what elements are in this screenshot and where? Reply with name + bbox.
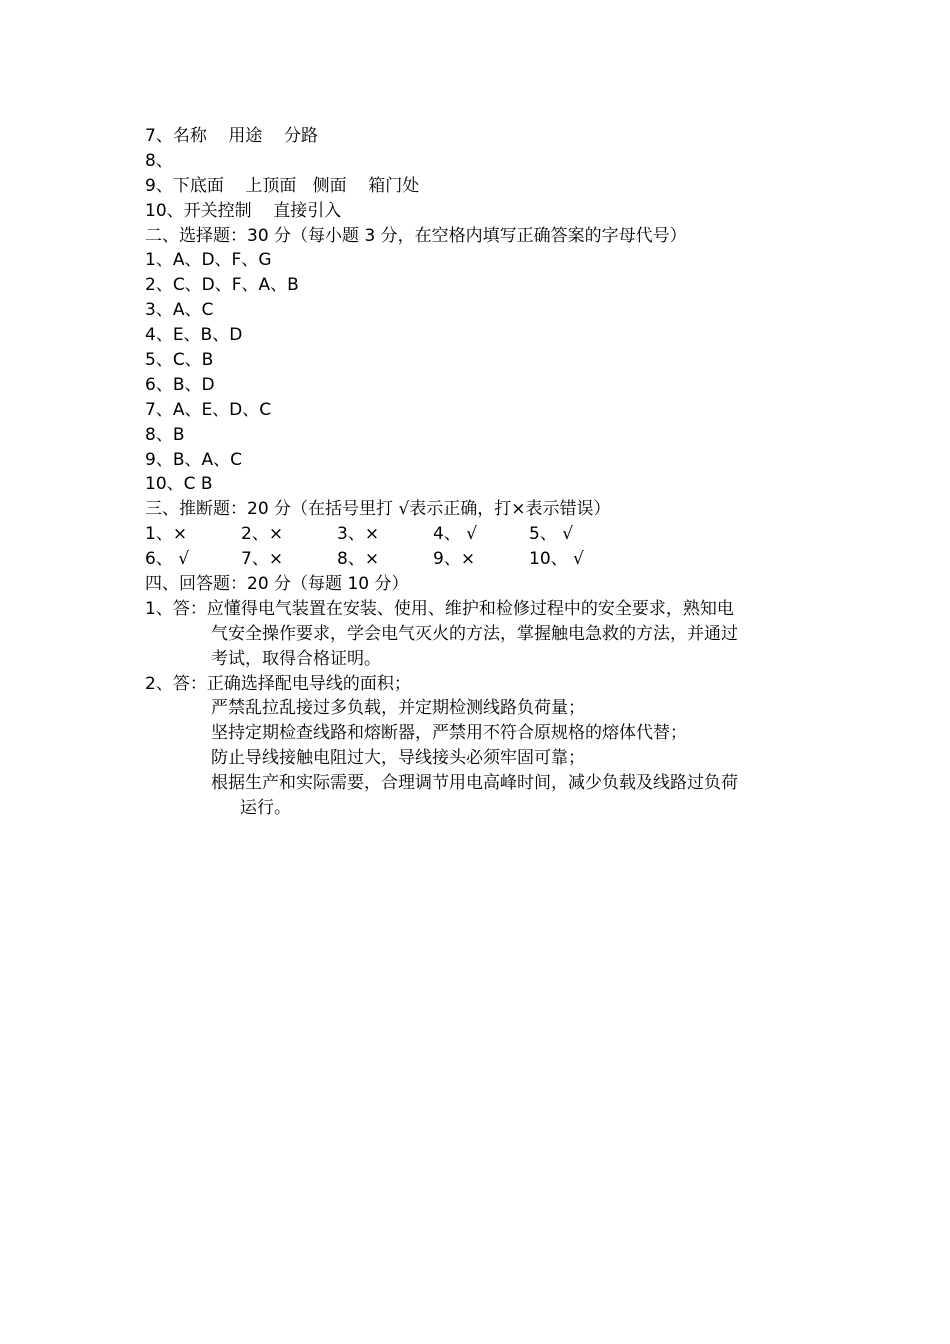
- choice-answer-8: 8、B: [145, 424, 185, 445]
- tf-answer-6: 6、 √: [145, 549, 190, 570]
- choice-answer-9: 9、B、A、C: [145, 449, 242, 470]
- answer-1-line-3: 考试，取得合格证明。: [211, 648, 381, 669]
- answer-2-line-1: 2、答：正确选择配电导线的面积；: [145, 673, 411, 694]
- section-3-heading: 三、推断题：20 分（在括号里打 √表示正确，打×表示错误）: [145, 499, 611, 520]
- choice-answer-1: 1、A、D、F、G: [145, 250, 272, 271]
- answer-2-line-2: 严禁乱拉乱接过多负载，并定期检测线路负荷量；: [211, 698, 585, 719]
- answer-1-line-2: 气安全操作要求，学会电气灭火的方法，掌握触电急救的方法，并通过: [211, 623, 738, 644]
- answer-1-line-1: 1、答：应懂得电气装置在安装、使用、维护和检修过程中的安全要求，熟知电: [145, 598, 734, 619]
- fill-in-answer-10: 10、开关控制 直接引入: [145, 200, 342, 221]
- answer-2-line-4: 防止导线接触电阻过大，导线接头必须牢固可靠；: [211, 748, 585, 769]
- fill-in-answer-8: 8、: [145, 150, 173, 171]
- tf-answer-7: 7、×: [241, 549, 284, 570]
- true-false-row-1: [145, 522, 815, 547]
- tf-answer-4: 4、 √: [433, 524, 478, 545]
- choice-answer-2: 2、C、D、F、A、B: [145, 275, 299, 296]
- choice-answer-6: 6、B、D: [145, 374, 215, 395]
- tf-answer-8: 8、×: [337, 549, 380, 570]
- fill-in-answer-7: 7、名称 用途 分路: [145, 126, 319, 146]
- tf-answer-5: 5、 √: [529, 524, 574, 545]
- answer-2-line-6: 运行。: [240, 798, 291, 819]
- tf-answer-1: 1、×: [145, 524, 188, 545]
- choice-answer-10: 10、C B: [145, 474, 213, 495]
- tf-answer-10: 10、 √: [529, 549, 584, 570]
- choice-answer-3: 3、A、C: [145, 300, 214, 321]
- answer-2-line-5: 根据生产和实际需要，合理调节用电高峰时间，减少负载及线路过负荷: [211, 773, 738, 794]
- answer-2-line-3: 坚持定期检查线路和熔断器，严禁用不符合原规格的熔体代替；: [211, 723, 687, 744]
- tf-answer-2: 2、×: [241, 524, 284, 545]
- section-4-heading: 四、回答题：20 分（每题 10 分）: [145, 574, 409, 595]
- fill-in-answer-9: 9、下底面 上顶面 侧面 箱门处: [145, 175, 420, 196]
- tf-answer-3: 3、×: [337, 524, 380, 545]
- tf-answer-9: 9、×: [433, 549, 476, 570]
- choice-answer-5: 5、C、B: [145, 350, 214, 371]
- section-2-heading: 二、选择题：30 分（每小题 3 分，在空格内填写正确答案的字母代号）: [145, 225, 687, 246]
- choice-answer-7: 7、A、E、D、C: [145, 399, 272, 420]
- answer-key-page: [145, 124, 815, 821]
- choice-answer-4: 4、E、B、D: [145, 325, 243, 346]
- true-false-row-2: [145, 547, 815, 572]
